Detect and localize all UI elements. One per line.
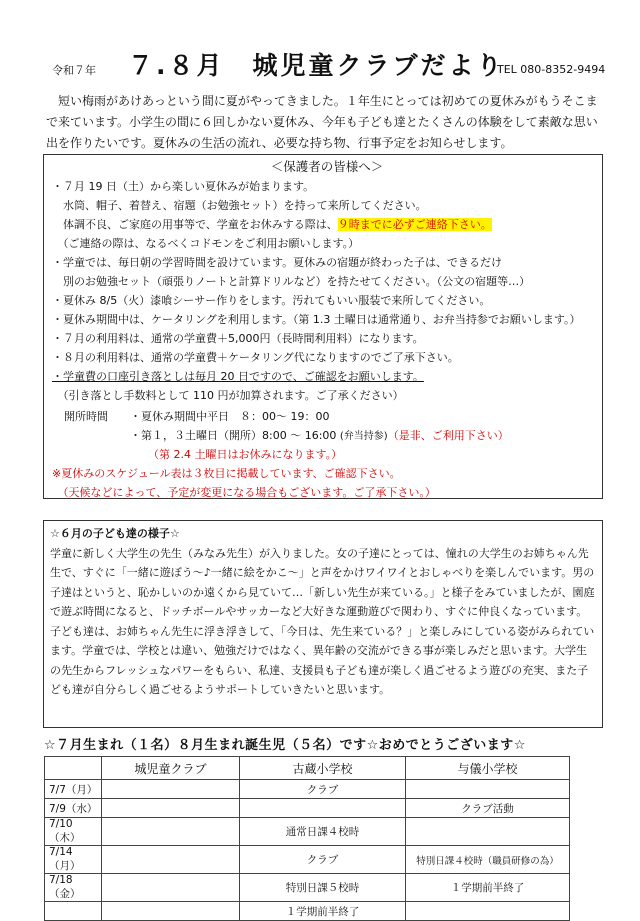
yogi-cell <box>406 902 570 921</box>
date-cell: 7/18（金） <box>45 874 102 902</box>
june-report-box <box>43 520 603 728</box>
notice-line: ・学童費の口座引き落としは毎月 20 日ですので、ご確認をお願いします。 <box>52 370 424 383</box>
table-header-row <box>45 757 570 780</box>
notice-title: ＜保護者の皆様へ＞ <box>270 159 384 174</box>
hours-label: 開所時間 <box>64 410 108 423</box>
intro-text: 短い梅雨があけあっという間に夏がやってきました。１年生にとっては初めての夏休みがもうそこまで来ています。小学生の間に６回しかない夏休み、今年も子ども達とたくさんの体験をして素敵な思い出を作りたいです。夏休みの生活の流れ、必要な持ち物、行事予定をお知らせします。 <box>46 94 598 150</box>
table-header: 城児童クラブ <box>102 757 240 780</box>
table-row <box>45 780 570 799</box>
furugura-cell: 特別日課５校時 <box>240 874 406 902</box>
era-label: 令和７年 <box>52 64 96 77</box>
notice-line: ・７月の利用料は、通常の学童費＋5,000円（長時間利用料）になります。 <box>52 332 424 345</box>
newsletter-title: ７.８月 城児童クラブだより <box>128 51 505 80</box>
table-header <box>45 757 102 780</box>
hours-bento: (弁当持参) <box>339 431 388 442</box>
schedule-table <box>44 756 570 921</box>
notice-line: ・夏休み期間中は、ケータリングを利用します。（第 1.3 土曜日は通常通り、お弁当持参でお願いします。） <box>52 313 581 326</box>
schedule-note: ※夏休みのスケジュール表は３枚目に掲載しています、ご確認下さい。 <box>52 467 401 480</box>
notice-line: ・夏休み 8/5（火）漆喰シーサー作りをします。汚れてもいい服装で来所してください。 <box>52 294 491 307</box>
furugura-cell: クラブ <box>240 846 406 874</box>
date-cell <box>45 902 102 921</box>
notice-line: 水筒、帽子、着替え、宿題（お勉強セット）を持って来所してください。 <box>52 199 427 212</box>
notice-box <box>43 154 603 499</box>
table-header: 与儀小学校 <box>406 757 570 780</box>
hours-closed: （第 2.4 土曜日はお休みになります。） <box>148 448 343 461</box>
yogi-cell: クラブ活動 <box>406 799 570 818</box>
weather-note: （天候などによって、予定が変更になる場合もございます。ご了承下さい。） <box>52 486 436 499</box>
club-cell <box>102 874 240 902</box>
furugura-cell: クラブ <box>240 780 406 799</box>
birthday-banner: ☆７月生まれ（１名）８月生まれ誕生児（５名）です☆おめでとうございます☆ <box>44 738 526 753</box>
table-row <box>45 799 570 818</box>
yogi-cell: 特別日課４校時（職員研修の為） <box>406 846 570 874</box>
highlight-deadline: ９時までに必ずご連絡下さい。 <box>337 218 492 231</box>
intro-paragraph <box>46 91 608 154</box>
table-row <box>45 846 570 874</box>
club-cell <box>102 902 240 921</box>
notice-line: （引き落とし手数料として 110 円が加算されます。ご了承ください） <box>52 389 404 402</box>
yogi-cell <box>406 780 570 799</box>
table-row <box>45 902 570 921</box>
table-row <box>45 818 570 846</box>
notice-line: ・学童では、毎日朝の学習時間を設けています。夏休みの宿題が終わった子は、できるだけ <box>52 256 503 269</box>
notice-line: （ご連絡の際は、なるべくコドモンをご利用お願いします。） <box>52 237 360 250</box>
hours-weekday: ・夏休み期間中平日 ８：00～ 19：00 <box>130 410 330 423</box>
date-cell: 7/9（水） <box>45 799 102 818</box>
june-body: 学童に新しく大学生の先生（みなみ先生）が入りました。女の子達にとっては、憧れの大学生のお姉ちゃん先生で、すぐに「一緒に遊ぼう～♪一緒に絵をかこ～」と声をかけワイワイとおしゃべりを楽しんでいます。男の子達はというと、恥かしいのか遠くから見ていて…「新しい先生が来ている。」と様子をみていましたが、園庭で遊ぶ時間になると、ドッチボールやサッカーなど大好きな運動遊びで関わり、すぐに仲良くなっています。子ども達は、お姉ちゃん先生に浮き浮きして、「今日は、先生来ている？」と楽しみにしている姿がみられています。学童では、学校とは違い、勉強だけではなく、異年齢の交流ができる事が楽しみだと思います。大学生の先生からフレッシュなパワーをもらい、私達、支援員も子ども達が楽しく過ごせるよう遊びの充実、また子ども達が自分らしく過ごせるようサポートしていきたいと思います。 <box>50 546 595 696</box>
yogi-cell <box>406 818 570 846</box>
furugura-cell <box>240 799 406 818</box>
club-cell <box>102 846 240 874</box>
june-heading: ☆６月の子ども達の様子☆ <box>50 527 180 540</box>
club-cell <box>102 818 240 846</box>
notice-text: 体調不良、ご家庭の用事等で、学童をお休みする際は、 <box>52 218 338 231</box>
hours-line <box>52 426 602 445</box>
club-cell <box>102 780 240 799</box>
date-cell: 7/7（月） <box>45 780 102 799</box>
hours-encourage: （是非、ご利用下さい） <box>387 429 509 442</box>
notice-line <box>52 215 602 234</box>
table-header: 古蔵小学校 <box>240 757 406 780</box>
yogi-cell: １学期前半終了 <box>406 874 570 902</box>
hours-saturday: ・第１，３土曜日（開所）8:00 ～ 16:00 <box>130 429 337 442</box>
table-row <box>45 874 570 902</box>
hours-line <box>52 407 602 426</box>
notice-line: 別のお勉強セット（頑張りノートと計算ドリルなど）を持たせてください。（公文の宿題等…） <box>52 275 531 288</box>
phone-number: TEL 080-8352-9494 <box>497 63 606 76</box>
furugura-cell: 通常日課４校時 <box>240 818 406 846</box>
date-cell: 7/10（木） <box>45 818 102 846</box>
furugura-cell: １学期前半終了 <box>240 902 406 921</box>
notice-line: ・８月の利用料は、通常の学童費＋ケータリング代になりますのでご了承下さい。 <box>52 351 459 364</box>
club-cell <box>102 799 240 818</box>
notice-line: ・７月 19 日（土）から楽しい夏休みが始まります。 <box>52 180 315 193</box>
date-cell: 7/14（月） <box>45 846 102 874</box>
